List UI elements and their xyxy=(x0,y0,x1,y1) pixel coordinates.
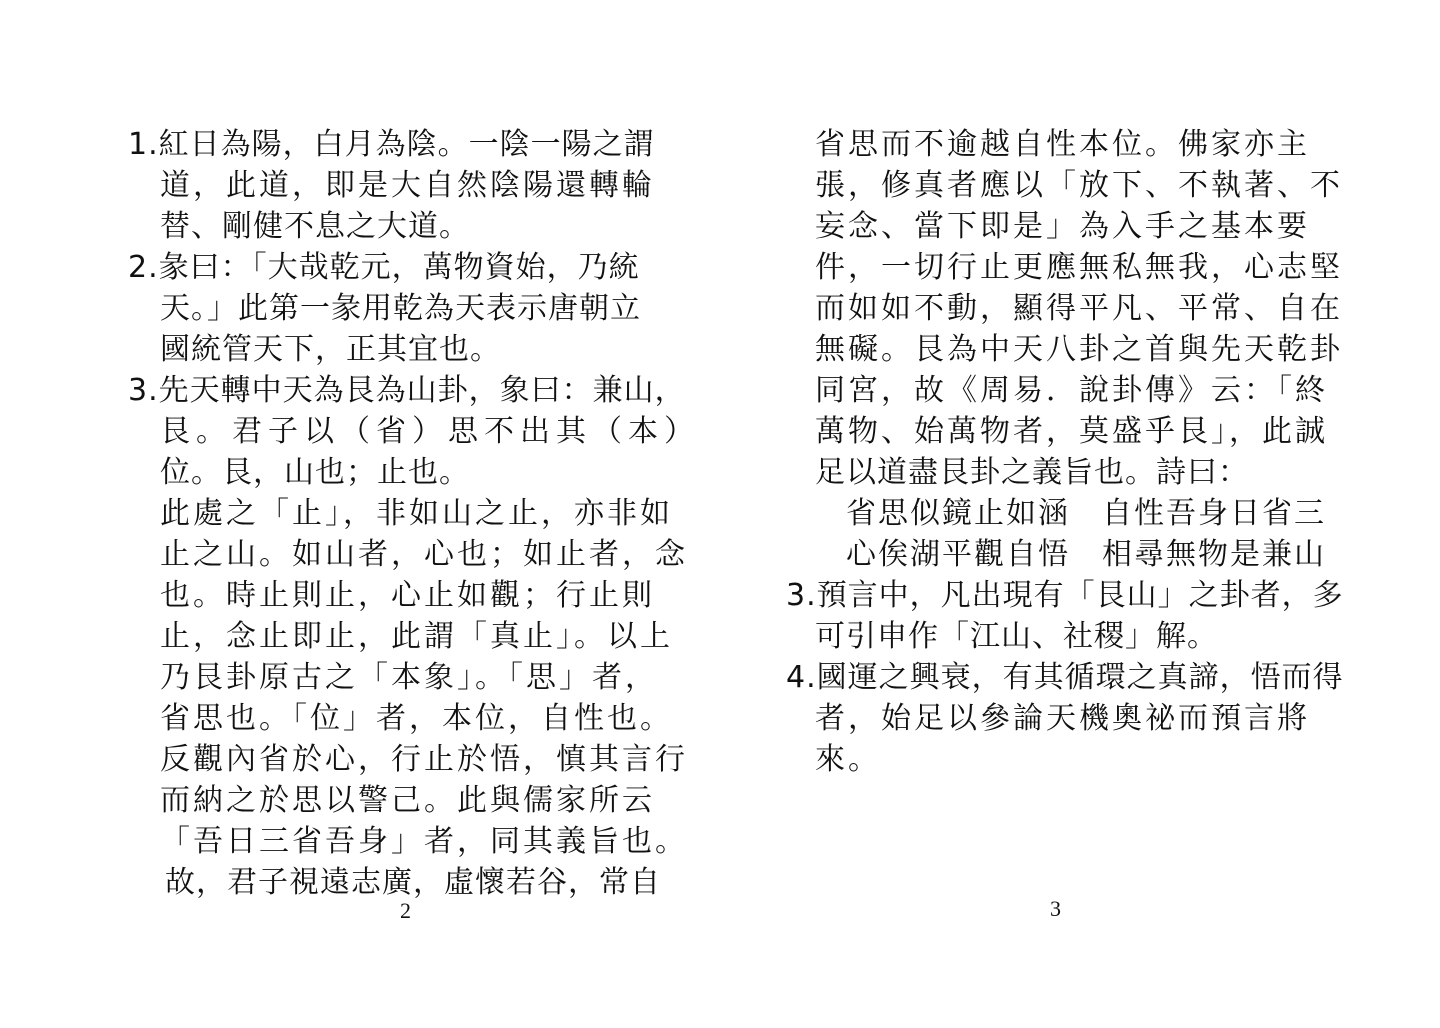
text-line: 故，君子視遠志廣，虛懷若谷，常自 xyxy=(165,865,661,900)
page-number: 2 xyxy=(400,898,411,923)
text-line: 而納之於思以警己。此與儒家所云 xyxy=(160,783,655,818)
text-line: 3.預言中，凡出現有「艮山」之卦者，多 xyxy=(786,578,1344,613)
text-line: 來。 xyxy=(815,742,881,777)
text-line: 替、剛健不息之大道。 xyxy=(160,209,470,244)
text-line: 者，始足以參論天機奧祕而預言將 xyxy=(815,701,1310,736)
text-line: 而如如不動，顯得平凡、平常、自在 xyxy=(815,291,1343,326)
text-line: 乃艮卦原古之「本象」。「思」者， xyxy=(160,660,658,695)
text-line: 無礙。艮為中天八卦之首與先天乾卦 xyxy=(815,332,1343,367)
text-line: 妄念、當下即是」為入手之基本要 xyxy=(815,209,1310,244)
text-line: 足以道盡艮卦之義旨也。詩曰： xyxy=(815,455,1249,490)
text-line: 張，修真者應以「放下、不執著、不 xyxy=(815,168,1343,203)
text-line: 也。時止則止，心止如觀；行止則 xyxy=(160,578,655,613)
text-line: 省思而不逾越自性本位。佛家亦主 xyxy=(815,127,1310,162)
text-line: 同宮，故《周易．說卦傳》云：「終 xyxy=(815,373,1328,408)
poem-line: 省思似鏡止如涵 自性吾身日省三 xyxy=(846,496,1326,531)
text-line: 萬物、始萬物者，莫盛乎艮」，此誠 xyxy=(815,414,1328,449)
text-line: 位。艮，山也；止也。 xyxy=(160,455,470,490)
text-line: 2.彖曰：「大哉乾元，萬物資始，乃統 xyxy=(128,250,640,285)
text-line: 止，念止即止，此謂「真止」。以上 xyxy=(160,619,673,654)
text-line: 國統管天下，正其宜也。 xyxy=(160,332,501,367)
right-page xyxy=(720,0,1440,1028)
text-line: 此處之「止」，非如山之止，亦非如 xyxy=(160,496,673,531)
text-line: 4.國運之興衰，有其循環之真諦，悟而得 xyxy=(786,660,1344,695)
text-line: 件，一切行止更應無私無我，心志堅 xyxy=(815,250,1343,285)
text-line: 天。」此第一彖用乾為天表示唐朝立 xyxy=(160,291,641,326)
text-line: 省思也。「位」者，本位，自性也。 xyxy=(160,701,673,736)
text-line: 道，此道，即是大自然陰陽還轉輪 xyxy=(160,168,655,203)
text-line: 3.先天轉中天為艮為山卦，象曰：兼山， xyxy=(128,373,686,408)
text-line: 「吾日三省吾身」者，同其義旨也。 xyxy=(160,824,688,859)
text-line: 可引申作「江山、社稷」解。 xyxy=(815,619,1218,654)
text-line: 1.紅日為陽，白月為陰。一陰一陽之謂 xyxy=(128,127,655,162)
text-line: 艮。君子以（省）思不出其（本） xyxy=(160,414,700,449)
text-line: 止之山。如山者，心也；如止者，念 xyxy=(160,537,688,572)
text-line: 反觀內省於心，行止於悟，慎其言行 xyxy=(160,742,688,777)
poem-line: 心俟湖平觀自悟 相尋無物是兼山 xyxy=(846,537,1326,572)
page-number: 3 xyxy=(1050,896,1061,921)
